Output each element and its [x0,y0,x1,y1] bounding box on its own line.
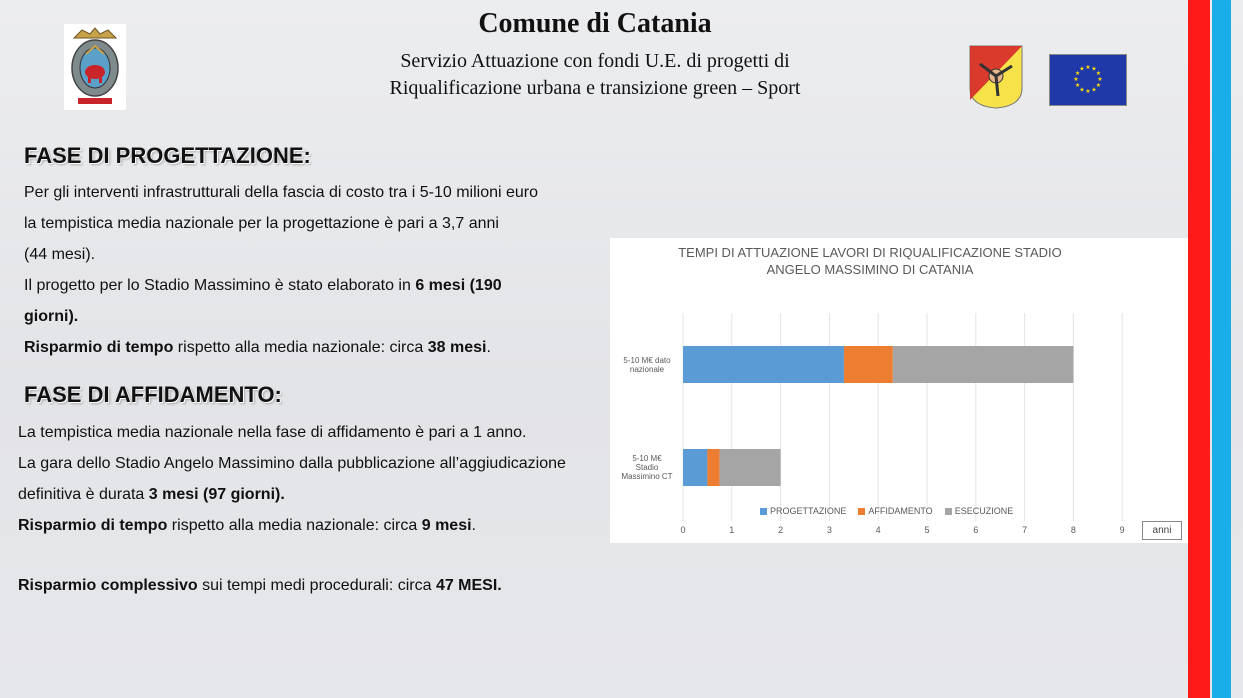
progettazione-line-5: giorni). [24,308,79,325]
bar-esecuzione-1 [720,449,781,486]
cyan-stripe [1212,0,1231,698]
bar-affidamento-0 [844,346,893,383]
legend-swatch-esecuzione [945,508,952,515]
subtitle-line-1: Servizio Attuazione con fondi U.E. di progetti di [400,50,790,72]
legend-label-progettazione: PROGETTAZIONE [770,506,847,516]
chart-legend [760,506,1013,516]
bar-affidamento-1 [707,449,719,486]
affidamento-line-4: Risparmio di tempo rispetto alla media nazionale: circa 9 mesi. [18,517,476,534]
regione-sicilia-trinacria-icon [968,44,1024,110]
risparmio-complessivo: Risparmio complessivo sui tempi medi procedurali: circa 47 MESI. [18,577,502,594]
x-tick-label-3: 3 [826,525,832,535]
bar-progettazione-0 [683,346,844,383]
chart-title-line-2: ANGELO MASSIMINO DI CATANIA [766,262,974,277]
svg-text:★: ★ [1095,82,1102,89]
chart-plot [610,238,1188,543]
legend-swatch-affidamento [858,508,865,515]
svg-text:★: ★ [1091,65,1097,73]
section-title-affidamento: FASE DI AFFIDAMENTO: [24,382,282,407]
progettazione-paragraph [24,177,538,363]
progettazione-line-4: Il progetto per lo Stadio Massimino è stato elaborato in 6 mesi (190 [24,277,502,294]
legend-label-esecuzione: ESECUZIONE [954,506,1014,516]
svg-text:★: ★ [1091,86,1097,94]
x-tick-label-0: 0 [680,525,686,535]
bar-esecuzione-0 [893,346,1074,383]
eu-flag-icon [1049,54,1127,106]
chart-x-unit-label: anni [1142,521,1182,540]
affidamento-line-3: definitiva è durata 3 mesi (97 giorni). [18,486,285,503]
x-tick-label-5: 5 [924,525,930,535]
x-tick-label-7: 7 [1022,525,1028,535]
svg-text:★: ★ [1074,70,1081,77]
progettazione-line-1: Per gli interventi infrastrutturali della fascia di costo tra i 5-10 milioni euro [24,184,539,201]
svg-text:★: ★ [1073,76,1079,83]
x-tick-label-8: 8 [1070,525,1076,535]
svg-text:★: ★ [1095,70,1102,77]
svg-text:★: ★ [1085,64,1091,71]
svg-text:★: ★ [1074,82,1081,89]
legend-swatch-progettazione [760,508,767,515]
y-category-label-0: 5-10 M€ dato nazionale [623,355,671,374]
svg-text:★: ★ [1079,65,1085,73]
page-title: Comune di Catania [478,8,712,39]
svg-text:★: ★ [1085,88,1091,95]
affidamento-line-1: La tempistica media nazionale nella fase di affidamento è pari a 1 anno. [18,424,527,441]
affidamento-paragraph [18,417,566,541]
section-title-progettazione: FASE DI PROGETTAZIONE: [24,143,311,168]
svg-text:★: ★ [1097,76,1103,83]
legend-item-progettazione [760,506,846,516]
progettazione-line-2: la tempistica media nazionale per la progettazione è pari a 3,7 anni [24,215,499,232]
legend-item-esecuzione [945,506,1014,516]
bar-progettazione-1 [683,449,707,486]
y-category-label-1: 5-10 M€ Stadio Massimino CT [621,454,673,481]
x-tick-label-1: 1 [729,525,735,535]
chart-container [610,238,1188,543]
chart-title-line-1: TEMPI DI ATTUAZIONE LAVORI DI RIQUALIFICAZIONE STADIO [678,245,1062,260]
svg-text:★: ★ [1079,86,1085,94]
legend-item-affidamento [858,506,932,516]
red-stripe [1188,0,1210,698]
x-tick-label-9: 9 [1119,525,1125,535]
x-tick-label-6: 6 [973,525,979,535]
x-tick-label-2: 2 [778,525,784,535]
legend-label-affidamento: AFFIDAMENTO [868,506,933,516]
page-subtitle [330,48,860,102]
subtitle-line-2: Riqualificazione urbana e transizione green – Sport [389,77,801,99]
affidamento-line-2: La gara dello Stadio Angelo Massimino dalla pubblicazione all’aggiudicazione [18,455,566,472]
progettazione-line-6: Risparmio di tempo rispetto alla media nazionale: circa 38 mesi. [24,339,491,356]
progettazione-line-3: (44 mesi). [24,246,96,263]
x-tick-label-4: 4 [875,525,881,535]
